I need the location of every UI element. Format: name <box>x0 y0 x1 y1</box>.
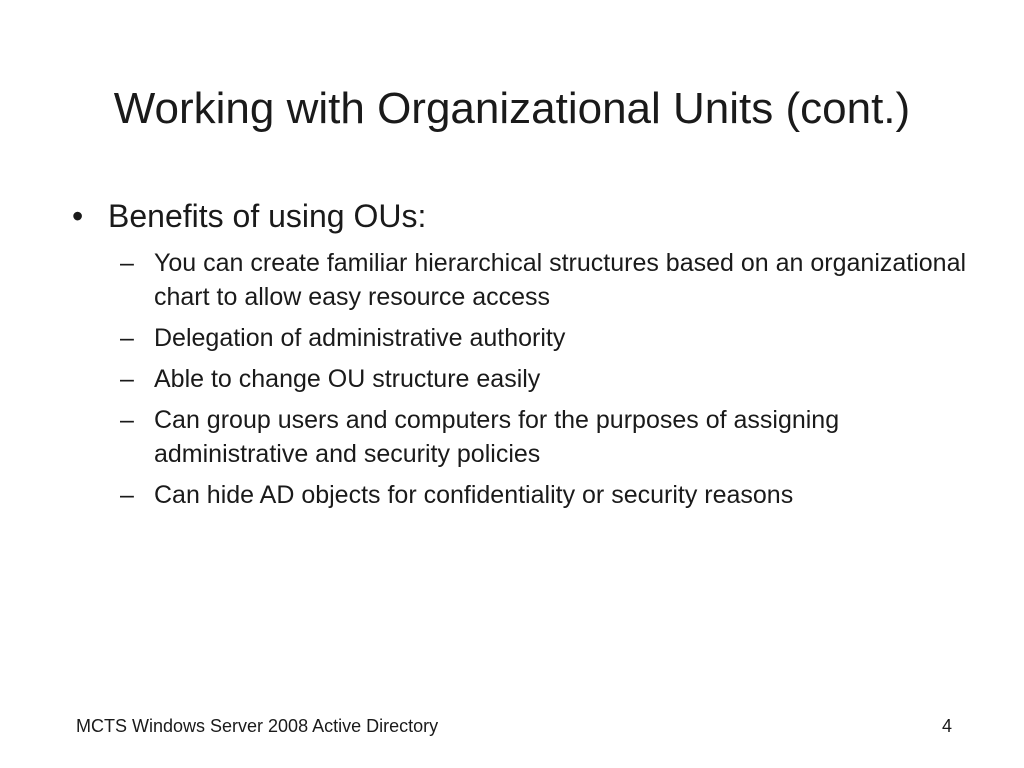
dash-marker: – <box>120 324 134 352</box>
sub-bullet-text: Able to change OU structure easily <box>154 365 541 393</box>
sub-bullet-text: Can hide AD objects for confidentiality or security reasons <box>154 481 794 509</box>
dash-marker: – <box>120 406 134 434</box>
sub-bullet-item <box>120 246 980 314</box>
page-number: 4 <box>941 716 952 736</box>
sub-bullet-text: Can group users and computers for the purposes of assigning administrative and security policies <box>154 406 840 468</box>
sub-bullet-list <box>120 246 980 519</box>
dash-marker: – <box>120 365 134 393</box>
sub-bullet-item <box>120 478 980 512</box>
bullet-text: Benefits of using OUs: <box>108 198 427 234</box>
bullet-item <box>72 196 426 236</box>
bullet-marker: • <box>72 198 84 234</box>
sub-bullet-text: You can create familiar hierarchical structures based on an organizational chart to allow easy resource access <box>154 249 967 311</box>
dash-marker: – <box>120 481 134 509</box>
sub-bullet-text: Delegation of administrative authority <box>154 324 566 352</box>
footer-text: MCTS Windows Server 2008 Active Directory <box>76 716 439 736</box>
slide-title: Working with Organizational Units (cont.) <box>113 84 911 133</box>
sub-bullet-item <box>120 403 980 471</box>
sub-bullet-item <box>120 321 980 355</box>
sub-bullet-item <box>120 362 980 396</box>
dash-marker: – <box>120 249 134 277</box>
